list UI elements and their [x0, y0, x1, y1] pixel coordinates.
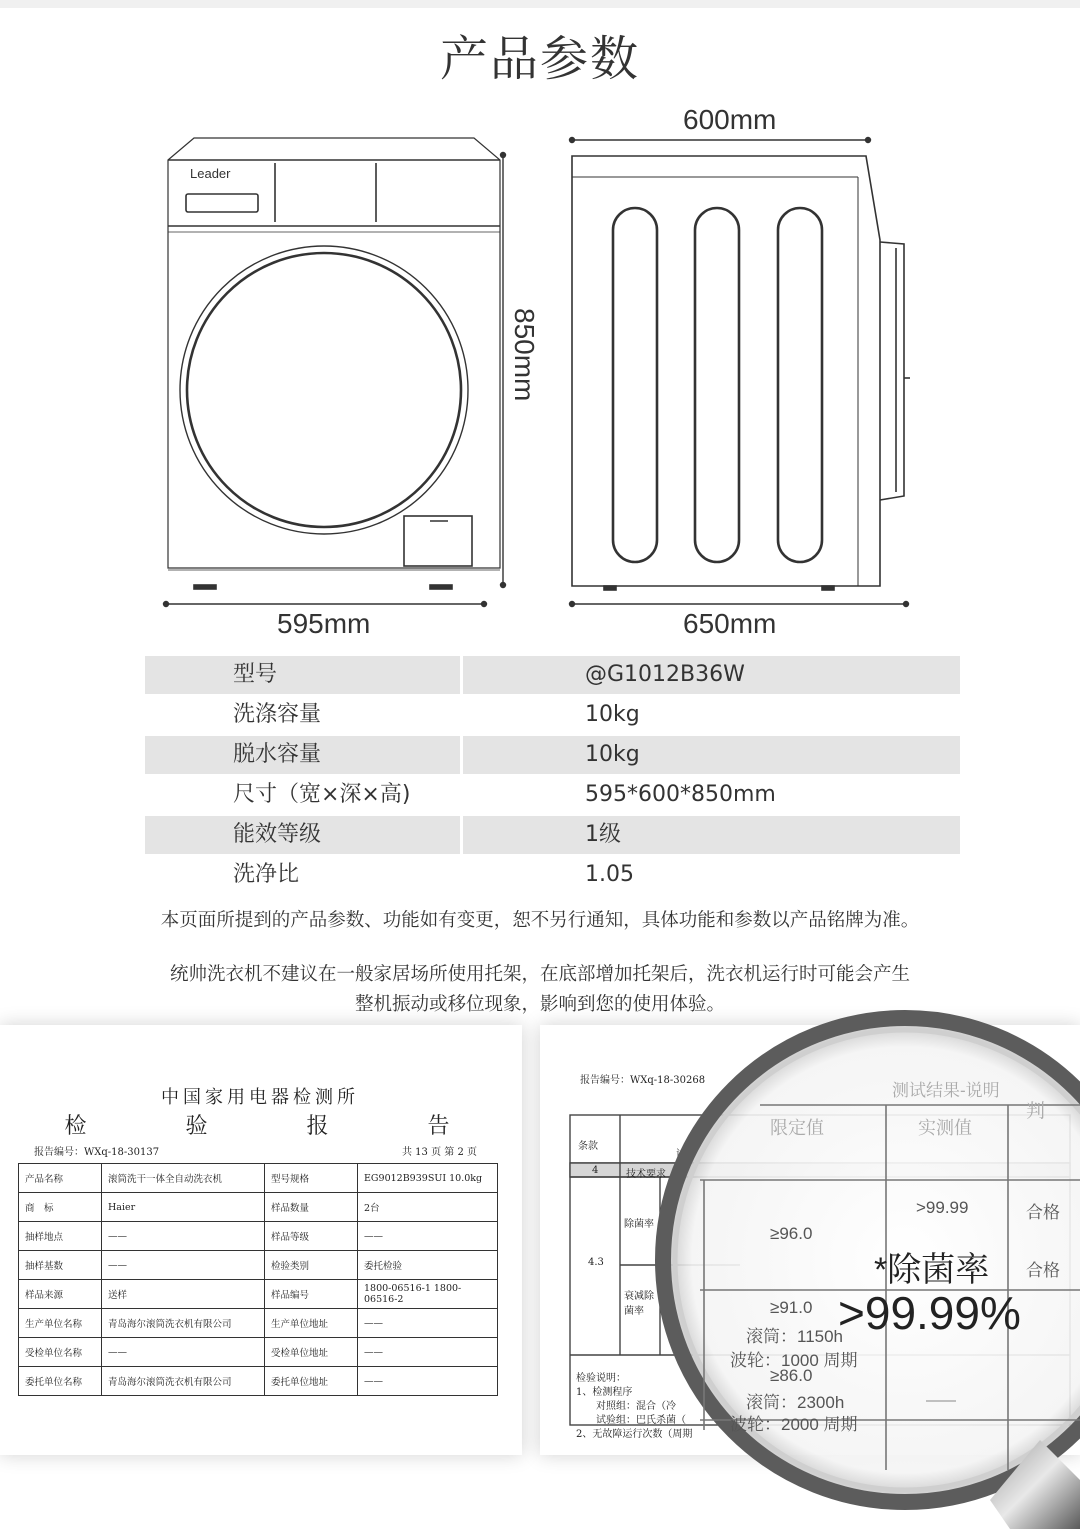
decay-rate: 衰减除菌率	[624, 1291, 654, 1317]
spec-value: 595*600*850mm	[585, 782, 776, 807]
row-num: 4	[592, 1165, 599, 1176]
note-1a: 对照组：混合（冷	[596, 1401, 676, 1412]
cell: 委托单位地址	[265, 1367, 358, 1396]
mag-actual-1: >99.99	[916, 1198, 969, 1217]
mag-header: 测试结果-说明	[892, 1081, 1000, 1100]
spec-label: 脱水容量	[145, 736, 460, 774]
dim-side-top: 600mm	[683, 104, 777, 135]
col-test: 试	[676, 1149, 686, 1160]
note-1: 1、检测程序	[576, 1387, 633, 1398]
mag-limit-3: ≥86.0	[770, 1366, 813, 1385]
spec-value: 1级	[463, 816, 960, 854]
mag-pass-1: 合格	[1026, 1203, 1060, 1222]
mag-wave-2: 波轮：2000 周期	[730, 1415, 858, 1434]
cell: 生产单位名称	[19, 1309, 102, 1338]
note-1b: 试验组：巴氏杀菌（	[596, 1415, 686, 1426]
svg-text:Leader: Leader	[190, 166, 231, 181]
spec-value: @G1012B36W	[463, 656, 960, 694]
remove-rate: 除菌率	[624, 1219, 654, 1230]
mag-wave-1: 波轮：1000 周期	[730, 1351, 858, 1370]
dim-height: 850mm	[509, 308, 540, 402]
cell: 检验类别	[265, 1251, 358, 1280]
spec-label: 洗涤容量	[233, 702, 322, 727]
cell: 受检单位名称	[19, 1338, 102, 1367]
mag-drum-1: 滚筒：1150h	[746, 1327, 844, 1346]
report-page-info: 共 13 页 第 2 页	[402, 1147, 477, 1158]
cell: 委托单位名称	[19, 1367, 102, 1396]
cell: 受检单位地址	[265, 1338, 358, 1367]
cell: EG9012B939SUI 10.0kg	[358, 1164, 498, 1193]
report-number: 报告编号：WXq-18-30268	[580, 1075, 706, 1086]
cell: 抽样地点	[19, 1222, 102, 1251]
bacteria-claim-label: *除菌率	[874, 1251, 990, 1289]
spec-label: 洗净比	[233, 862, 300, 887]
cell: 型号规格	[265, 1164, 358, 1193]
mag-limit-1: ≥96.0	[770, 1224, 813, 1243]
cell: 抽样基数	[19, 1251, 102, 1280]
report-title: 检 验 报 告	[64, 1114, 496, 1139]
spec-label: 能效等级	[145, 816, 460, 854]
cell: 委托检验	[358, 1251, 498, 1280]
spec-value: 10kg	[585, 702, 640, 727]
cell: 样品来源	[19, 1280, 102, 1309]
cell: ——	[102, 1338, 265, 1367]
cell: 2台	[358, 1193, 498, 1222]
cell: 青岛海尔滚筒洗衣机有限公司	[102, 1309, 265, 1338]
cell: 1800-06516-1 1800-06516-2	[358, 1280, 498, 1309]
bacteria-claim-value: >99.99%	[838, 1287, 1021, 1339]
mag-dash: ——	[926, 1392, 956, 1409]
report-number: 报告编号：WXq-18-30137	[34, 1147, 160, 1158]
cell: ——	[358, 1338, 498, 1367]
mag-col-limit: 限定值	[770, 1118, 824, 1138]
dim-front-width: 595mm	[277, 608, 371, 639]
mag-limit-2: ≥91.0	[770, 1298, 813, 1317]
cell: ——	[102, 1222, 265, 1251]
mag-drum-2: 滚筒：2300h	[746, 1393, 845, 1412]
col-item: 条款	[578, 1141, 598, 1152]
cell: ——	[358, 1309, 498, 1338]
row-clause: 4.3	[588, 1257, 604, 1268]
cell: 样品编号	[265, 1280, 358, 1309]
page-title: 产品参数	[439, 31, 640, 87]
cell: 样品等级	[265, 1222, 358, 1251]
dim-side-bottom: 650mm	[683, 608, 777, 639]
disclaimer-text: 本页面所提到的产品参数、功能如有变更，恕不另行通知，具体功能和参数以产品铭牌为准。	[160, 910, 920, 931]
cell: 产品名称	[19, 1164, 102, 1193]
cell: 商 标	[19, 1193, 102, 1222]
cell: Haier	[102, 1193, 265, 1222]
mag-col-actual: 实测值	[918, 1118, 972, 1138]
spec-value: 1.05	[585, 862, 634, 887]
cell: ——	[102, 1251, 265, 1280]
spec-label: 型号	[145, 656, 460, 694]
cell: 样品数量	[265, 1193, 358, 1222]
note-2: 2、无故障运行次数（周期	[576, 1429, 693, 1440]
cell: 送样	[102, 1280, 265, 1309]
report-org: 中国家用电器检测所	[161, 1087, 359, 1108]
row-req: 技术要求	[626, 1169, 666, 1180]
mag-pass-2: 合格	[1026, 1261, 1060, 1280]
warning-line-2: 整机振动或移位现象，影响到您的使用体验。	[354, 994, 725, 1015]
cell: ——	[358, 1222, 498, 1251]
cell: 生产单位地址	[265, 1309, 358, 1338]
cell: ——	[358, 1367, 498, 1396]
warning-line-1: 统帅洗衣机不建议在一般家居场所使用托架，在底部增加托架后，洗衣机运行时可能会产生	[169, 964, 910, 985]
mag-header-right: 判	[1026, 1101, 1046, 1122]
spec-value: 10kg	[463, 736, 960, 774]
notes-title: 检验说明：	[576, 1373, 626, 1384]
cell: 青岛海尔滚筒洗衣机有限公司	[102, 1367, 265, 1396]
spec-label: 尺寸（宽×深×高)	[233, 782, 411, 807]
cell: 滚筒洗干一体全自动洗衣机	[102, 1164, 265, 1193]
